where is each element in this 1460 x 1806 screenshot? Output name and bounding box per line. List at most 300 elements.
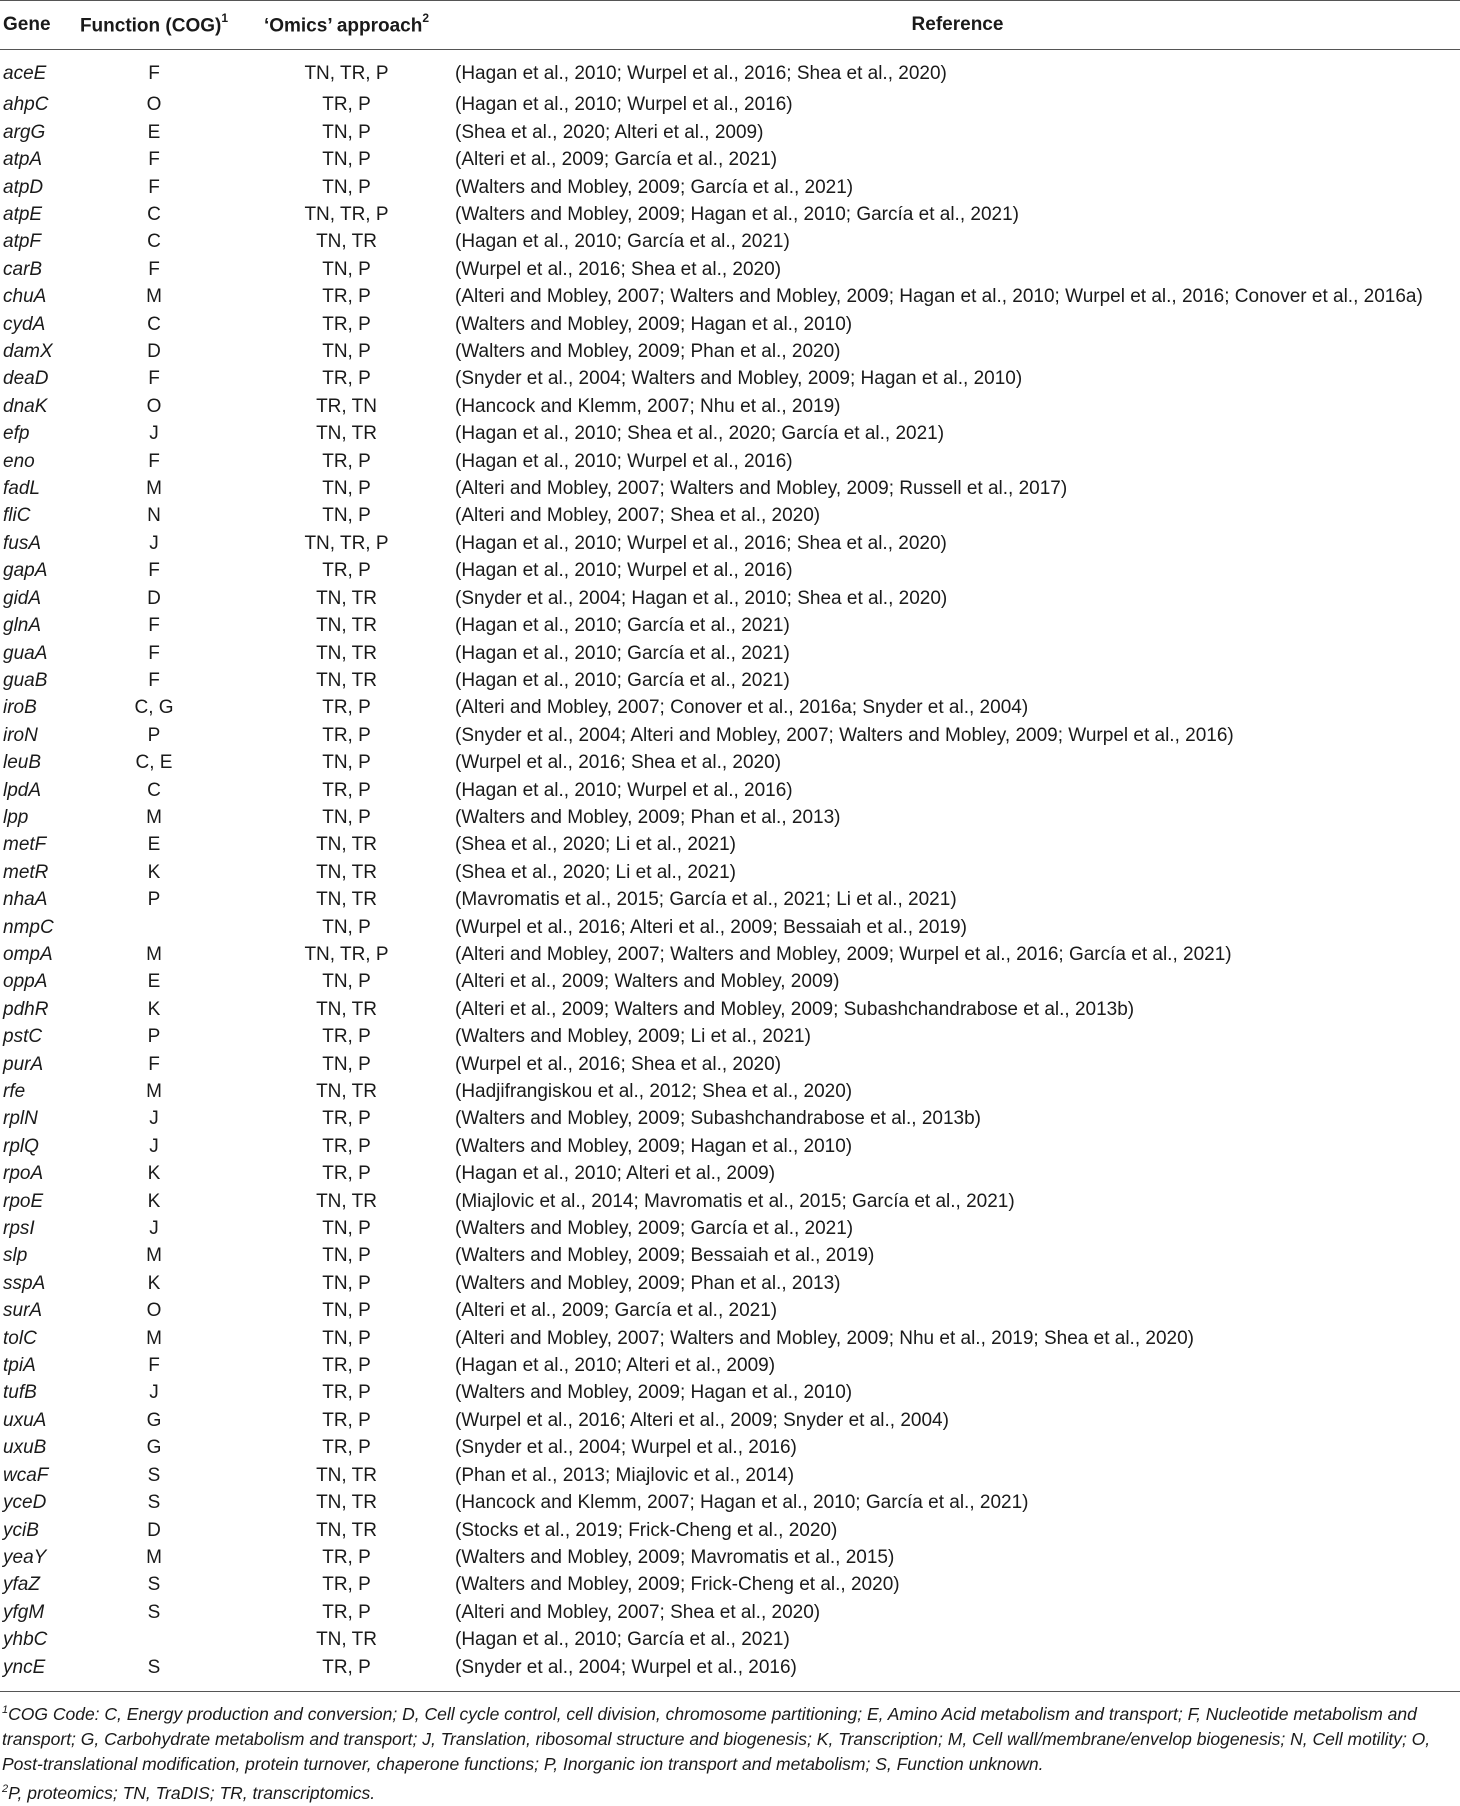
reference-cell: (Hagan et al., 2010; García et al., 2021) — [455, 642, 790, 664]
reference-cell: (Shea et al., 2020; Li et al., 2021) — [455, 861, 736, 883]
function-cell: O — [146, 94, 162, 116]
omics-cell: TR, P — [322, 779, 371, 801]
table-row — [0, 201, 1460, 228]
omics-cell: TN, P — [322, 478, 371, 500]
function-cell: M — [146, 1327, 162, 1349]
table-row — [0, 941, 1460, 968]
omics-cell: TR, P — [322, 1601, 371, 1623]
table-row — [0, 1654, 1460, 1681]
omics-cell: TR, P — [322, 1163, 371, 1185]
omics-cell: TN, TR — [316, 587, 377, 609]
gene-cell: yeaY — [3, 1546, 47, 1568]
function-cell: J — [149, 1135, 159, 1157]
omics-cell: TN, P — [322, 1300, 371, 1322]
reference-cell: (Walters and Mobley, 2009; Phan et al., 2013) — [455, 1272, 841, 1294]
omics-cell: TN, TR — [316, 423, 377, 445]
reference-cell: (Hadjifrangiskou et al., 2012; Shea et al., 2020) — [455, 1081, 853, 1103]
omics-cell: TR, P — [322, 724, 371, 746]
reference-cell: (Walters and Mobley, 2009; Bessaiah et al., 2019) — [455, 1245, 875, 1267]
header-omics-footnote-mark: 2 — [422, 10, 430, 25]
gene-cell: sspA — [3, 1272, 46, 1294]
table-row — [0, 365, 1460, 392]
gene-cell: atpD — [3, 176, 44, 198]
table-row — [0, 256, 1460, 283]
function-cell — [70, 914, 238, 941]
omics-cell: TN, TR — [316, 1081, 377, 1103]
gene-cell: guaB — [3, 669, 48, 691]
omics-cell: TN, P — [322, 806, 371, 828]
omics-cell: TR, P — [322, 313, 371, 335]
function-cell: S — [147, 1601, 161, 1623]
gene-cell: eno — [3, 450, 35, 472]
omics-cell: TN, P — [322, 916, 371, 938]
table-row — [0, 831, 1460, 858]
reference-cell: (Phan et al., 2013; Miajlovic et al., 2014) — [455, 1464, 795, 1486]
header-omics: ‘Omics’ approach$^2$ — [238, 1, 455, 50]
omics-cell: TN, TR — [316, 1190, 377, 1212]
header-reference: Reference — [455, 1, 1460, 50]
omics-cell: TR, P — [322, 1026, 371, 1048]
function-cell: G — [146, 1409, 162, 1431]
omics-cell: TN, P — [322, 1327, 371, 1349]
reference-cell: (Alteri and Mobley, 2007; Shea et al., 2020) — [455, 505, 821, 527]
function-cell: N — [147, 505, 161, 527]
function-cell — [70, 1626, 238, 1653]
gene-cell: damX — [3, 341, 53, 363]
table-row — [0, 1379, 1460, 1406]
gene-cell: tolC — [3, 1327, 37, 1349]
reference-cell: (Wurpel et al., 2016; Alteri et al., 2009; Bessaiah et al., 2019) — [455, 916, 967, 938]
gene-cell: chuA — [3, 286, 47, 308]
table-row — [0, 393, 1460, 420]
function-cell: D — [147, 1519, 161, 1541]
function-cell: C — [147, 231, 161, 253]
function-cell: E — [147, 834, 161, 856]
gene-cell: dnaK — [3, 395, 48, 417]
gene-cell: efp — [3, 423, 30, 445]
function-cell: K — [147, 1190, 161, 1212]
function-cell: M — [146, 1546, 162, 1568]
gene-cell: rplN — [3, 1108, 38, 1130]
function-cell: F — [148, 1355, 160, 1377]
gene-cell: aceE — [3, 63, 47, 85]
reference-cell: (Hagan et al., 2010; Wurpel et al., 2016) — [455, 94, 793, 116]
gene-cell: atpE — [3, 204, 43, 226]
omics-cell: TN, P — [322, 1053, 371, 1075]
table-row — [0, 1133, 1460, 1160]
gene-cell: yciB — [3, 1519, 39, 1541]
gene-cell: metF — [3, 834, 47, 856]
table-row — [0, 914, 1460, 941]
gene-cell: guaA — [3, 642, 48, 664]
table-row — [0, 502, 1460, 529]
table-row — [0, 1434, 1460, 1461]
gene-cell: yfaZ — [3, 1574, 40, 1596]
function-cell: S — [147, 1464, 161, 1486]
function-cell: O — [146, 395, 162, 417]
reference-cell: (Hagan et al., 2010; Wurpel et al., 2016; Shea et al., 2020) — [455, 532, 947, 554]
function-cell: F — [148, 450, 160, 472]
reference-cell: (Alteri and Mobley, 2007; Walters and Mobley, 2009; Nhu et al., 2019; Shea et al., 2020) — [455, 1327, 1194, 1349]
omics-cell: TN, TR, P — [304, 63, 389, 85]
function-cell: E — [147, 971, 161, 993]
reference-cell: (Wurpel et al., 2016; Alteri et al., 2009; Snyder et al., 2004) — [455, 1409, 949, 1431]
table-row — [0, 777, 1460, 804]
reference-cell: (Alteri and Mobley, 2007; Walters and Mobley, 2009; Russell et al., 2017) — [455, 478, 1068, 500]
omics-cell: TN, P — [322, 752, 371, 774]
table-row — [0, 1023, 1460, 1050]
omics-cell: TN, TR, P — [304, 532, 389, 554]
reference-cell: (Mavromatis et al., 2015; García et al., 2021; Li et al., 2021) — [455, 889, 957, 911]
gene-cell: rplQ — [3, 1135, 39, 1157]
table-row — [0, 557, 1460, 584]
function-cell: D — [147, 587, 161, 609]
function-cell: P — [147, 1026, 161, 1048]
omics-cell: TN, TR, P — [304, 943, 389, 965]
function-cell: S — [147, 1574, 161, 1596]
gene-cell: slp — [3, 1245, 28, 1267]
function-cell: J — [149, 423, 159, 445]
header-gene: Gene — [0, 1, 70, 50]
gene-cell: atpA — [3, 149, 43, 171]
table-row — [0, 283, 1460, 310]
reference-cell: (Snyder et al., 2004; Walters and Mobley, 2009; Hagan et al., 2010) — [455, 368, 1023, 390]
table-row — [0, 1462, 1460, 1489]
function-cell: F — [148, 642, 160, 664]
gene-cell: ahpC — [3, 94, 49, 116]
omics-cell: TR, P — [322, 286, 371, 308]
omics-cell: TN, TR — [316, 1464, 377, 1486]
gene-cell: yfgM — [3, 1601, 45, 1623]
gene-cell: oppA — [3, 971, 48, 993]
table-header — [0, 1, 1460, 50]
reference-cell: (Walters and Mobley, 2009; Hagan et al., 2010) — [455, 1382, 853, 1404]
omics-cell: TN, TR — [316, 1492, 377, 1514]
gene-cell: carB — [3, 258, 43, 280]
gene-cell: iroB — [3, 697, 37, 719]
table-row — [0, 612, 1460, 639]
reference-cell: (Walters and Mobley, 2009; García et al., 2021) — [455, 1218, 854, 1240]
table-row — [0, 1051, 1460, 1078]
function-cell: C, G — [134, 697, 174, 719]
header-function-footnote-mark: 1 — [221, 10, 229, 25]
reference-cell: (Hagan et al., 2010; García et al., 2021) — [455, 1629, 790, 1651]
gene-cell: surA — [3, 1300, 43, 1322]
gene-cell: fadL — [3, 478, 40, 500]
gene-cell: yhbC — [3, 1629, 48, 1651]
gene-cell: lpp — [3, 806, 29, 828]
omics-cell: TN, P — [322, 505, 371, 527]
gene-cell: uxuB — [3, 1437, 47, 1459]
reference-cell: (Alteri and Mobley, 2007; Walters and Mobley, 2009; Hagan et al., 2010; Wurpel et al., 2016; Conover et al., 2016a) — [455, 286, 1423, 308]
reference-cell: (Shea et al., 2020; Li et al., 2021) — [455, 834, 736, 856]
reference-cell: (Alteri and Mobley, 2007; Shea et al., 2020) — [455, 1601, 821, 1623]
omics-cell: TN, P — [322, 971, 371, 993]
table-row — [0, 475, 1460, 502]
omics-cell: TR, P — [322, 1409, 371, 1431]
omics-cell: TR, P — [322, 1574, 371, 1596]
reference-cell: (Alteri et al., 2009; Walters and Mobley, 2009) — [455, 971, 840, 993]
gene-cell: purA — [3, 1053, 44, 1075]
function-cell: F — [148, 176, 160, 198]
function-cell: F — [148, 669, 160, 691]
gene-cell: wcaF — [3, 1464, 49, 1486]
function-cell: F — [148, 368, 160, 390]
reference-cell: (Alteri and Mobley, 2007; Conover et al., 2016a; Snyder et al., 2004) — [455, 697, 1029, 719]
omics-cell: TN, P — [322, 1272, 371, 1294]
function-cell: O — [146, 1300, 162, 1322]
omics-cell: TR, P — [322, 1437, 371, 1459]
gene-cell: rpoA — [3, 1163, 44, 1185]
omics-cell: TN, P — [322, 121, 371, 143]
function-cell: J — [149, 532, 159, 554]
reference-cell: (Hancock and Klemm, 2007; Nhu et al., 2019) — [455, 395, 841, 417]
table-row — [0, 1105, 1460, 1132]
table-row — [0, 1352, 1460, 1379]
table-row — [0, 886, 1460, 913]
table-row — [0, 1160, 1460, 1187]
gene-cell: atpF — [3, 231, 42, 253]
table-row — [0, 420, 1460, 447]
reference-cell: (Alteri and Mobley, 2007; Walters and Mobley, 2009; Wurpel et al., 2016; García et al., 2021) — [455, 943, 1232, 965]
reference-cell: (Wurpel et al., 2016; Shea et al., 2020) — [455, 258, 782, 280]
omics-cell: TN, TR — [316, 615, 377, 637]
reference-cell: (Walters and Mobley, 2009; Frick-Cheng et al., 2020) — [455, 1574, 900, 1596]
gene-cell: rpoE — [3, 1190, 44, 1212]
reference-cell: (Wurpel et al., 2016; Shea et al., 2020) — [455, 1053, 782, 1075]
omics-cell: TN, TR — [316, 669, 377, 691]
function-cell: K — [147, 998, 161, 1020]
reference-cell: (Stocks et al., 2019; Frick-Cheng et al., 2020) — [455, 1519, 838, 1541]
table-row — [0, 722, 1460, 749]
reference-cell: (Walters and Mobley, 2009; Hagan et al., 2010) — [455, 1135, 853, 1157]
reference-cell: (Hagan et al., 2010; Wurpel et al., 2016) — [455, 450, 793, 472]
function-cell: F — [148, 258, 160, 280]
omics-cell: TR, P — [322, 1546, 371, 1568]
function-cell: G — [146, 1437, 162, 1459]
table-row — [0, 1188, 1460, 1215]
omics-cell: TN, P — [322, 176, 371, 198]
reference-cell: (Hagan et al., 2010; Wurpel et al., 2016) — [455, 779, 793, 801]
reference-cell: (Hagan et al., 2010; Shea et al., 2020; García et al., 2021) — [455, 423, 945, 445]
table-row — [0, 585, 1460, 612]
gene-cell: gapA — [3, 560, 48, 582]
function-cell: E — [147, 121, 161, 143]
gene-cell: leuB — [3, 752, 42, 774]
function-cell: M — [146, 943, 162, 965]
function-cell: K — [147, 1163, 161, 1185]
table-row — [0, 1407, 1460, 1434]
function-cell: C — [147, 204, 161, 226]
reference-cell: (Wurpel et al., 2016; Shea et al., 2020) — [455, 752, 782, 774]
reference-cell: (Miajlovic et al., 2014; Mavromatis et al., 2015; García et al., 2021) — [455, 1190, 1015, 1212]
table-row — [0, 1599, 1460, 1626]
table-row — [0, 859, 1460, 886]
table-row — [0, 667, 1460, 694]
reference-cell: (Alteri et al., 2009; García et al., 2021) — [455, 149, 778, 171]
reference-cell: (Hagan et al., 2010; Wurpel et al., 2016; Shea et al., 2020) — [455, 63, 947, 85]
function-cell: M — [146, 478, 162, 500]
table-row — [0, 1215, 1460, 1242]
gene-cell: uxuA — [3, 1409, 47, 1431]
gene-cell: tpiA — [3, 1355, 36, 1377]
table-row — [0, 338, 1460, 365]
table-row — [0, 1325, 1460, 1352]
function-cell: F — [148, 149, 160, 171]
function-cell: S — [147, 1492, 161, 1514]
function-cell: M — [146, 286, 162, 308]
omics-cell: TN, TR — [316, 889, 377, 911]
function-cell: P — [147, 724, 161, 746]
omics-cell: TR, P — [322, 94, 371, 116]
gene-cell: yncE — [3, 1656, 46, 1678]
omics-cell: TR, P — [322, 1108, 371, 1130]
gene-cell: tufB — [3, 1382, 37, 1404]
function-cell: M — [146, 806, 162, 828]
table-row — [0, 640, 1460, 667]
function-cell: S — [147, 1656, 161, 1678]
gene-cell: gidA — [3, 587, 42, 609]
table-row — [0, 448, 1460, 475]
omics-cell: TN, P — [322, 149, 371, 171]
reference-cell: (Hancock and Klemm, 2007; Hagan et al., 2010; García et al., 2021) — [455, 1492, 1029, 1514]
header-function: Function (COG)$^1$ — [70, 1, 238, 50]
gene-cell: pstC — [3, 1026, 43, 1048]
omics-cell: TN, P — [322, 1245, 371, 1267]
gene-cell: nmpC — [3, 916, 54, 938]
reference-cell: (Hagan et al., 2010; García et al., 2021) — [455, 615, 790, 637]
function-cell: K — [147, 1272, 161, 1294]
reference-cell: (Hagan et al., 2010; García et al., 2021) — [455, 231, 790, 253]
function-cell: F — [148, 63, 160, 85]
table-row — [0, 1571, 1460, 1598]
function-cell: J — [149, 1218, 159, 1240]
gene-cell: pdhR — [3, 998, 49, 1020]
reference-cell: (Snyder et al., 2004; Wurpel et al., 2016) — [455, 1656, 797, 1678]
function-cell: C — [147, 313, 161, 335]
table-row — [0, 1270, 1460, 1297]
reference-cell: (Shea et al., 2020; Alteri et al., 2009) — [455, 121, 764, 143]
footnote-1: $^1$COG Code: C, Energy production and conversion; D, Cell cycle control, cell division, chromosome partitioning; E, Amino Acid metabolism and transport; F, Nucleotide metabolism and transport; G, Carbohydrate metabolism and transport; J, Translation, ribosomal structure and biogenesis; K, Transcription; M, Cell wall/membrane/envelop biogenesis; N, Cell motility; O, Post-translational modification, protein turnover, chaperone functions; P, Inorganic ion transport and metabolism; S, Function unknown. — [2, 1703, 1431, 1774]
table-row — [0, 1517, 1460, 1544]
omics-cell: TN, TR — [316, 1519, 377, 1541]
table-row — [0, 1544, 1460, 1571]
omics-cell: TR, P — [322, 697, 371, 719]
omics-cell: TN, TR — [316, 861, 377, 883]
reference-cell: (Snyder et al., 2004; Wurpel et al., 2016) — [455, 1437, 797, 1459]
gene-cell: yceD — [3, 1492, 47, 1514]
gene-cell: iroN — [3, 724, 38, 746]
omics-cell: TR, TN — [316, 395, 377, 417]
reference-cell: (Hagan et al., 2010; Alteri et al., 2009) — [455, 1355, 776, 1377]
reference-cell: (Walters and Mobley, 2009; Phan et al., 2020) — [455, 341, 841, 363]
table-row — [0, 146, 1460, 173]
omics-cell: TN, P — [322, 341, 371, 363]
reference-cell: (Snyder et al., 2004; Alteri and Mobley, 2007; Walters and Mobley, 2009; Wurpel et al., 2016) — [455, 724, 1234, 746]
table-row — [0, 1242, 1460, 1269]
gene-cell: ompA — [3, 943, 53, 965]
table-row — [0, 228, 1460, 255]
table-row — [0, 694, 1460, 721]
omics-cell: TR, P — [322, 1355, 371, 1377]
table-row — [0, 530, 1460, 557]
omics-cell: TN, TR — [316, 1629, 377, 1651]
omics-cell: TN, TR — [316, 231, 377, 253]
table-row — [0, 1078, 1460, 1105]
function-cell: K — [147, 861, 161, 883]
reference-cell: (Alteri et al., 2009; Walters and Mobley, 2009; Subashchandrabose et al., 2013b) — [455, 998, 1135, 1020]
reference-cell: (Hagan et al., 2010; Alteri et al., 2009) — [455, 1163, 776, 1185]
table-row — [0, 174, 1460, 201]
gene-cell: cydA — [3, 313, 46, 335]
gene-cell: metR — [3, 861, 49, 883]
table-row — [0, 968, 1460, 995]
function-cell: M — [146, 1245, 162, 1267]
table-row — [0, 996, 1460, 1023]
reference-cell: (Walters and Mobley, 2009; García et al., 2021) — [455, 176, 854, 198]
omics-cell: TN, P — [322, 1218, 371, 1240]
reference-cell: (Walters and Mobley, 2009; Hagan et al., 2010) — [455, 313, 853, 335]
table-body — [0, 50, 1460, 1681]
omics-cell: TR, P — [322, 1382, 371, 1404]
function-cell: F — [148, 615, 160, 637]
reference-cell: (Walters and Mobley, 2009; Phan et al., 2013) — [455, 806, 841, 828]
function-cell: C, E — [135, 752, 173, 774]
reference-cell: (Walters and Mobley, 2009; Mavromatis et al., 2015) — [455, 1546, 895, 1568]
omics-cell: TR, P — [322, 560, 371, 582]
table-row — [0, 91, 1460, 118]
table-footnotes — [0, 1691, 1460, 1806]
omics-cell: TN, TR, P — [304, 204, 389, 226]
table-row — [0, 749, 1460, 776]
gene-cell: glnA — [3, 615, 42, 637]
function-cell: M — [146, 1081, 162, 1103]
reference-cell: (Walters and Mobley, 2009; Hagan et al., 2010; García et al., 2021) — [455, 204, 1019, 226]
reference-cell: (Hagan et al., 2010; Wurpel et al., 2016) — [455, 560, 793, 582]
function-cell: P — [147, 889, 161, 911]
reference-cell: (Walters and Mobley, 2009; Subashchandrabose et al., 2013b) — [455, 1108, 981, 1130]
reference-cell: (Snyder et al., 2004; Hagan et al., 2010; Shea et al., 2020) — [455, 587, 948, 609]
gene-cell: fliC — [3, 505, 31, 527]
function-cell: J — [149, 1382, 159, 1404]
reference-cell: (Alteri et al., 2009; García et al., 2021) — [455, 1300, 778, 1322]
reference-cell: (Hagan et al., 2010; García et al., 2021) — [455, 669, 790, 691]
gene-cell: lpdA — [3, 779, 42, 801]
omics-cell: TR, P — [322, 368, 371, 390]
table-row — [0, 1489, 1460, 1516]
function-cell: F — [148, 1053, 160, 1075]
gene-cell: deaD — [3, 368, 49, 390]
gene-cell: fusA — [3, 532, 42, 554]
omics-cell: TR, P — [322, 1135, 371, 1157]
omics-cell: TN, TR — [316, 834, 377, 856]
omics-cell: TN, P — [322, 258, 371, 280]
reference-cell: (Walters and Mobley, 2009; Li et al., 2021) — [455, 1026, 811, 1048]
omics-cell: TN, TR — [316, 998, 377, 1020]
omics-cell: TN, TR — [316, 642, 377, 664]
gene-cell: rpsI — [3, 1218, 35, 1240]
function-cell: D — [147, 341, 161, 363]
table-row — [0, 804, 1460, 831]
gene-cell: argG — [3, 121, 46, 143]
gene-cell: nhaA — [3, 889, 48, 911]
function-cell: J — [149, 1108, 159, 1130]
table-row — [0, 119, 1460, 146]
table-row — [0, 50, 1460, 92]
omics-cell: TR, P — [322, 1656, 371, 1678]
function-cell: F — [148, 560, 160, 582]
gene-cell: rfe — [3, 1081, 26, 1103]
